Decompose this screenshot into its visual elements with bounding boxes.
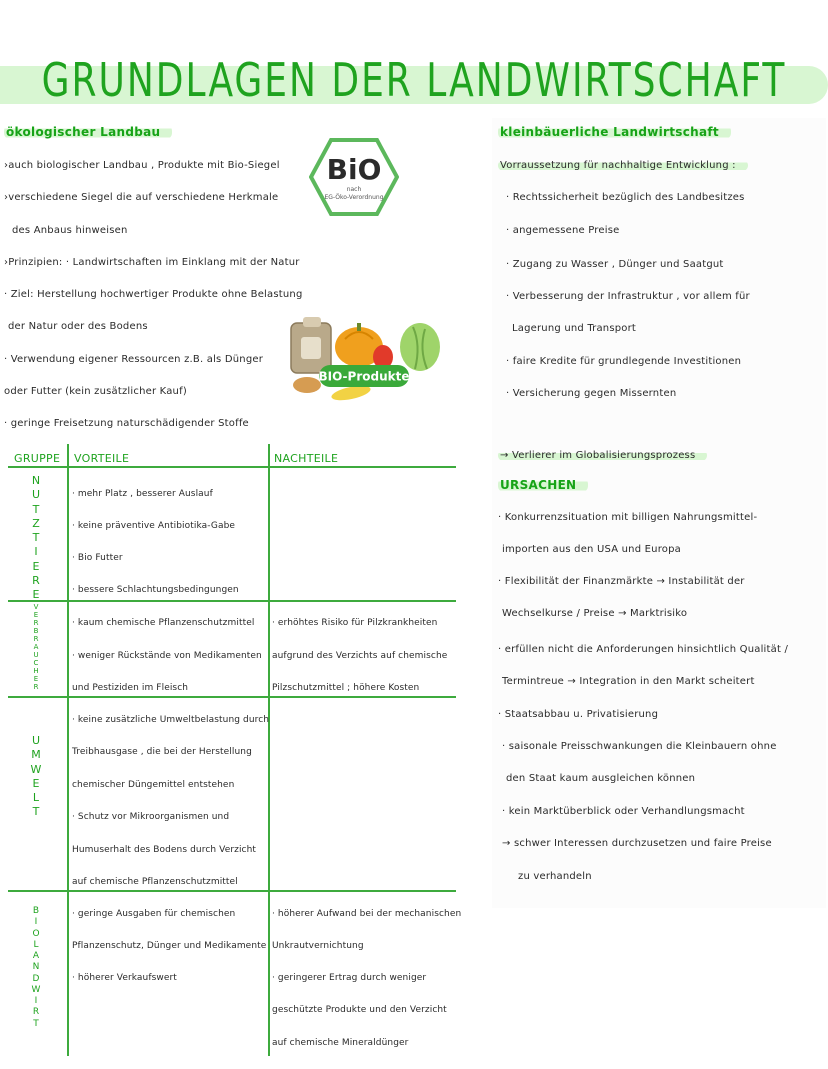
group-label-verbraucher: V E R B R A U C H E R xyxy=(33,603,39,692)
right-subheading: Vorraussetzung für nachhaltige Entwicklung : xyxy=(498,160,748,171)
table-column-divider xyxy=(268,444,270,1056)
ursachen-heading: URSACHEN xyxy=(498,478,588,492)
ursachen-line: Wechselkurse / Preise → Marktrisiko xyxy=(502,608,688,619)
table-cell: · geringerer Ertrag durch weniger xyxy=(272,973,427,983)
table-cell: · keine zusätzliche Umweltbelastung durch xyxy=(72,715,270,725)
table-cell: Pilzschutzmittel ; höhere Kosten xyxy=(272,683,420,693)
group-label-biolandwirt: B I O L A N D W I R T xyxy=(31,906,41,1029)
table-cell: · erhöhtes Risiko für Pilzkrankheiten xyxy=(272,618,438,628)
left-line: ›auch biologischer Landbau , Produkte mit Bio-Siegel xyxy=(4,160,280,171)
left-line: · Verwendung eigener Ressourcen z.B. als Dünger xyxy=(4,354,264,365)
table-cell: · höherer Aufwand bei der mechanischen xyxy=(272,909,462,919)
bio-products-illustration xyxy=(285,315,445,405)
table-cell: aufgrund des Verzichts auf chemische xyxy=(272,651,448,661)
right-line: · faire Kredite für grundlegende Investitionen xyxy=(506,356,742,367)
table-cell: auf chemische Pflanzenschutzmittel xyxy=(72,877,238,887)
ursachen-line: · kein Marktüberblick oder Verhandlungsmacht xyxy=(502,806,745,817)
table-row-divider xyxy=(8,600,456,602)
table-column-divider xyxy=(67,444,69,1056)
left-line: oder Futter (kein zusätzlicher Kauf) xyxy=(4,386,187,397)
right-line: · angemessene Preise xyxy=(506,225,620,236)
left-line: der Natur oder des Bodens xyxy=(8,321,148,332)
table-header-gruppe: GRUPPE xyxy=(14,452,61,465)
bio-logo-sub1: nach xyxy=(346,186,362,193)
right-line: · Versicherung gegen Missernten xyxy=(506,388,677,399)
ursachen-line: · Staatsabbau u. Privatisierung xyxy=(498,709,659,720)
table-cell: und Pestiziden im Fleisch xyxy=(72,683,189,693)
right-line: · Zugang zu Wasser , Dünger und Saatgut xyxy=(506,259,724,270)
group-label-nutztiere: N U T Z T I E R E xyxy=(31,474,41,602)
table-cell: · bessere Schlachtungsbedingungen xyxy=(72,585,239,595)
ursachen-line: · Flexibilität der Finanzmärkte → Instabilität der xyxy=(498,576,745,587)
table-cell: Treibhausgase , die bei der Herstellung xyxy=(72,747,252,757)
bio-logo-text: BiO xyxy=(326,153,382,186)
table-header-line xyxy=(8,466,456,468)
table-cell: · kaum chemische Pflanzenschutzmittel xyxy=(72,618,255,628)
bio-products-label: BIO-Produkte xyxy=(318,369,410,384)
right-line: · Verbesserung der Infrastruktur , vor allem für xyxy=(506,291,750,302)
table-row-divider xyxy=(8,890,456,892)
verlierer-line: → Verlierer im Globalisierungsprozess xyxy=(498,450,707,461)
right-line: · Rechtssicherheit bezüglich des Landbesitzes xyxy=(506,192,745,203)
table-row-divider xyxy=(8,696,456,698)
table-header-vorteile: VORTEILE xyxy=(74,452,130,465)
table-cell: · Schutz vor Mikroorganismen und xyxy=(72,812,230,822)
left-line: ›verschiedene Siegel die auf verschiedene Herkmale xyxy=(4,192,279,203)
right-line: Lagerung und Transport xyxy=(512,323,637,334)
table-cell: · keine präventive Antibiotika-Gabe xyxy=(72,521,236,531)
ursachen-line: Termintreue → Integration in den Markt scheitert xyxy=(502,676,755,687)
ursachen-line: · erfüllen nicht die Anforderungen hinsichtlich Qualität / xyxy=(498,644,789,655)
bio-logo-sub2: EG-Öko-Verordnung xyxy=(324,194,384,201)
table-cell: Pflanzenschutz, Dünger und Medikamente xyxy=(72,941,267,951)
left-line: · geringe Freisetzung naturschädigender Stoffe xyxy=(4,418,249,429)
table-cell: chemischer Düngemittel entstehen xyxy=(72,780,235,790)
table-cell: geschützte Produkte und den Verzicht xyxy=(272,1005,447,1015)
right-heading: kleinbäuerliche Landwirtschaft xyxy=(498,125,731,139)
table-cell: · mehr Platz , besserer Auslauf xyxy=(72,489,213,499)
page-title: GRUNDLAGEN DER LANDWIRTSCHAFT xyxy=(41,54,787,108)
left-line: des Anbaus hinweisen xyxy=(12,225,128,236)
table-cell: Unkrautvernichtung xyxy=(272,941,364,951)
left-line: · Ziel: Herstellung hochwertiger Produkte ohne Belastung xyxy=(4,289,303,300)
table-cell: · geringe Ausgaben für chemischen xyxy=(72,909,236,919)
table-header-nachteile: NACHTEILE xyxy=(274,452,339,465)
ursachen-line: zu verhandeln xyxy=(518,871,592,882)
left-line: ›Prinzipien: · Landwirtschaften im Einklang mit der Natur xyxy=(4,257,300,268)
table-cell: · weniger Rückstände von Medikamenten xyxy=(72,651,262,661)
group-label-umwelt: U M W E L T xyxy=(30,734,42,819)
left-heading: ökologischer Landbau xyxy=(4,125,172,139)
ursachen-line: importen aus den USA und Europa xyxy=(502,544,681,555)
ursachen-line: · Konkurrenzsituation mit billigen Nahrungsmittel- xyxy=(498,512,758,523)
ursachen-line: · saisonale Preisschwankungen die Kleinbauern ohne xyxy=(502,741,777,752)
table-cell: · höherer Verkaufswert xyxy=(72,973,177,983)
table-cell: Humuserhalt des Bodens durch Verzicht xyxy=(72,845,257,855)
ursachen-line: → schwer Interessen durchzusetzen und faire Preise xyxy=(502,838,772,849)
ursachen-line: den Staat kaum ausgleichen können xyxy=(506,773,696,784)
bio-siegel-logo xyxy=(309,137,399,217)
table-cell: auf chemische Mineraldünger xyxy=(272,1038,409,1048)
table-cell: · Bio Futter xyxy=(72,553,123,563)
